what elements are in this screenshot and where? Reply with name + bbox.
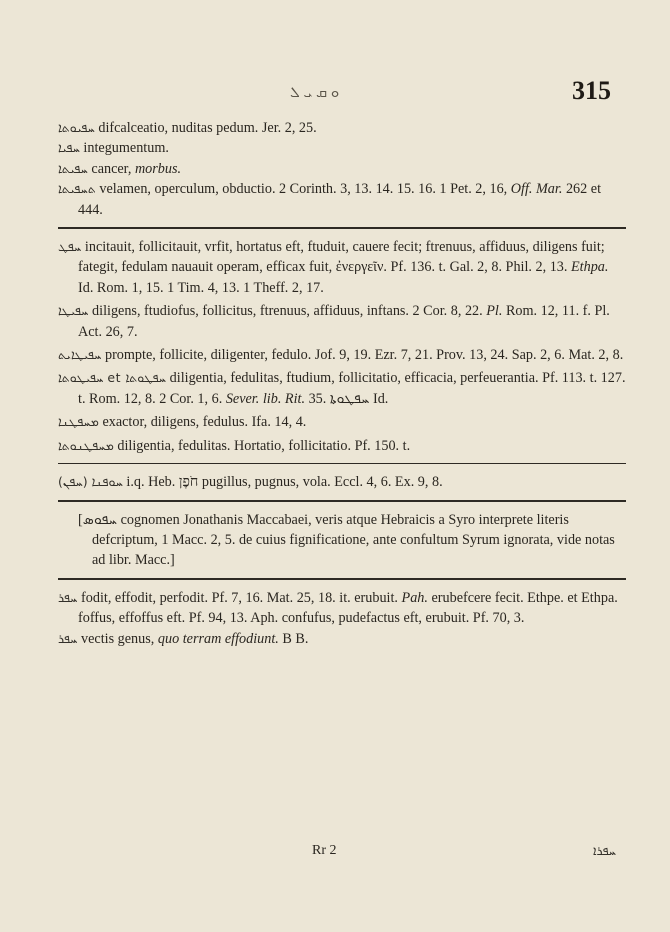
entry-group-a	[58, 118, 626, 220]
dictionary-entry: ܚܦܝܛܐܝܬ prompte, follicite, diligenter, fedulo. Jof. 9, 19. Ezr. 7, 21. Prov. 13, 24. Sap. 2, 6. Mat. 2, 8.	[58, 347, 624, 364]
catchword: ܚܦܪܐ	[593, 843, 616, 858]
dictionary-entry: ܚܦܪ vectis genus, quo terram effodiunt. B B.	[58, 630, 309, 647]
dictionary-entry: ܡܚܦܛܢܐ exactor, diligens, fedulus. Ifa. 14, 4.	[58, 414, 307, 431]
section-divider	[58, 578, 626, 580]
dictionary-entry: ܚܦܝܛܘܬܐ et ܚܦܛܘܬܐ diligentia, fedulitas, ftudium, follicitatio, efficacia, perfeuerantia. Pf. 113. t. 127. t. Rom. 12, 8. 2 Cor. 1, 6. Sever. lib. Rit. 35. ܚܦܛܘܬܐ Id.	[58, 370, 626, 407]
dictionary-body	[58, 118, 626, 649]
signature-mark: Rr 2	[312, 843, 337, 858]
running-title: ܘ ܩ ܝ ܠ	[290, 85, 340, 101]
dictionary-entry: ܚܦܝܘܬܐ difcalceatio, nuditas pedum. Jer. 2, 25.	[58, 120, 317, 136]
entry-group-d	[58, 588, 626, 649]
dictionary-entry: ܚܦܝܐ integumentum.	[58, 140, 169, 157]
dictionary-entry: (ܚܦܢ) ܚܘܦܢܐ i.q. Heb. חֹפֶן pugillus, pugnus, vola. Eccl. 4, 6. Ex. 9, 8.	[58, 474, 443, 491]
dictionary-entry: ܚܦܪ fodit, effodit, perfodit. Pf. 7, 16. Mat. 25, 18. it. erubuit. Pah. erubefcere fecit. Ethpe. et Ethpa. foffus, effoffus eft. Pf. 94, 13. Aph. confufus, pudefactus eft, erubuit. Pf. 70, 3.	[58, 589, 618, 627]
dictionary-entry: ܚܦܝܛܐ diligens, ftudiofus, follicitus, ftrenuus, affiduus, inftans. 2 Cor. 8, 22. Pl. Rom. 12, 11. f. Pl. Act. 26, 7.	[58, 303, 610, 340]
dictionary-entry: ܬܚܦܝܬܐ velamen, operculum, obductio. 2 Corinth. 3, 13. 14. 15. 16. 1 Pet. 2, 16, Off. Mar. 262 et 444.	[58, 181, 602, 218]
entry-group-b	[58, 237, 626, 456]
section-divider	[58, 500, 626, 502]
section-divider	[58, 227, 626, 229]
bracketed-note: [ܚܦܘܣ cognomen Jonathanis Maccabaei, veris atque Hebraicis a Syro interprete literis defcriptum, 1 Macc. 2, 5. de cuius fignificatione, ante confultum Syrum ignorata, vide notas ad libr. Macc.]	[78, 511, 615, 569]
page-number: 315	[572, 76, 611, 105]
dictionary-entry: ܚܦܛ incitauit, follicitauit, vrfit, hortatus eft, ftuduit, cauere fecit; ftrenuus, affiduus, diligens fuit; fategit, fedulam nauauit operam, efficax fuit, ἐνεργεῖν. Pf. 136. t. Gal. 2, 8. Phil. 2, 13. Ethpa. Id. Rom. 1, 15. 1 Tim. 4, 13. 1 Theff. 2, 17.	[58, 239, 609, 296]
dictionary-entry: ܚܦܝܬܐ cancer, morbus.	[58, 160, 182, 177]
section-divider	[58, 463, 626, 464]
dictionary-entry: ܡܚܦܛܢܘܬܐ diligentia, fedulitas. Hortatio, follicitatio. Pf. 150. t.	[58, 437, 411, 454]
